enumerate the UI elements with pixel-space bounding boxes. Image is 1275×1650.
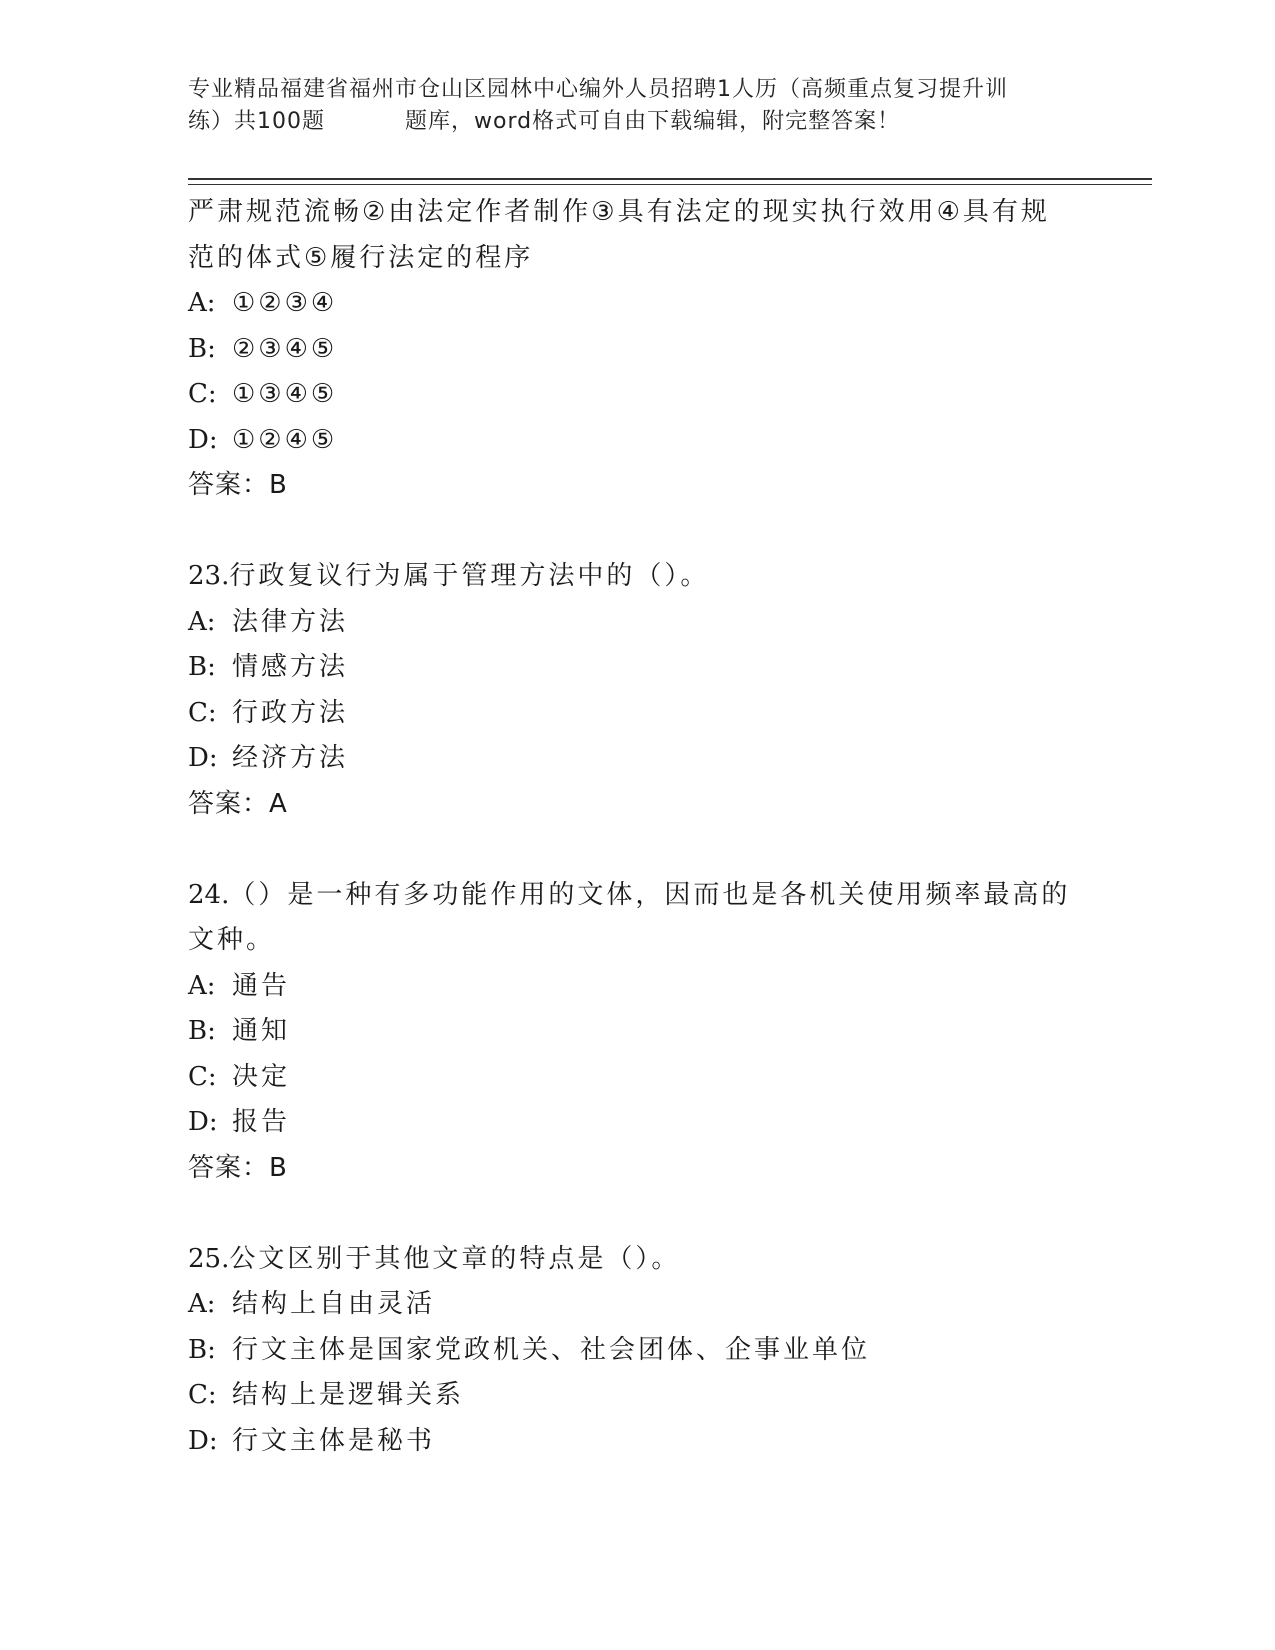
- answer-line: 答案：B: [188, 1152, 288, 1183]
- option-d: [188, 1100, 1108, 1146]
- option-text: 结构上自由灵活: [232, 1289, 436, 1319]
- option-key: D:: [188, 1425, 218, 1456]
- header-line-1: 专业精品福建省福州市仓山区园林中心编外人员招聘1人历（高频重点复习提升训: [188, 77, 1008, 102]
- question-stem-line: [188, 554, 1108, 600]
- question-number: 23.: [188, 561, 230, 591]
- option-key: C:: [188, 697, 217, 728]
- option-a: [188, 964, 1108, 1010]
- option-text: 通告: [232, 970, 291, 1001]
- option-key: C:: [188, 1380, 217, 1410]
- header-divider-thin: [188, 184, 1152, 185]
- option-text: ①②③④: [232, 288, 338, 318]
- option-text: ①③④⑤: [232, 379, 338, 409]
- question-number: 24.: [188, 879, 230, 910]
- option-text: 行文主体是秘书: [232, 1425, 436, 1456]
- option-a: [188, 1282, 1108, 1328]
- option-b: [188, 645, 1108, 691]
- option-key: A:: [188, 288, 216, 318]
- question-stem: （）是一种有多功能作用的文体，因而也是各机关使用频率最高的: [229, 879, 1071, 910]
- header-line-2b: 题库，word格式可自由下载编辑，附完整答案！: [405, 109, 901, 134]
- option-key: C:: [188, 379, 217, 409]
- answer-line: 答案：A: [188, 788, 288, 819]
- option-key: B:: [188, 1334, 216, 1365]
- question-number: 25.: [188, 1243, 230, 1274]
- option-text: 行文主体是国家党政机关、社会团体、企事业单位: [232, 1334, 871, 1365]
- question-stem-line: [188, 873, 1108, 919]
- option-text: 行政方法: [232, 697, 349, 728]
- option-d: [188, 736, 1108, 782]
- page-header: [188, 74, 1088, 138]
- document-body: [188, 190, 1108, 1464]
- option-d: [188, 1419, 1108, 1465]
- option-b: [188, 1009, 1108, 1055]
- header-line-2a: 练）共100题: [188, 109, 325, 134]
- header-divider: [188, 178, 1152, 180]
- question-stem-line: [188, 1237, 1108, 1283]
- option-text: 情感方法: [232, 652, 349, 682]
- question-stem-line: 严肃规范流畅②由法定作者制作③具有法定的现实执行效用④具有规: [188, 197, 1050, 227]
- option-c: [188, 372, 1108, 418]
- option-text: 法律方法: [232, 606, 349, 637]
- option-key: C:: [188, 1061, 217, 1092]
- option-a: [188, 281, 1108, 327]
- option-c: [188, 691, 1108, 737]
- option-text: 经济方法: [232, 743, 349, 773]
- option-key: D:: [188, 743, 218, 773]
- option-b: [188, 327, 1108, 373]
- question-stem: 行政复议行为属于管理方法中的（）。: [229, 561, 710, 591]
- option-c: [188, 1055, 1108, 1101]
- option-key: A:: [188, 970, 216, 1001]
- option-text: 报告: [232, 1107, 291, 1137]
- option-key: A:: [188, 1289, 216, 1319]
- question-stem-line: 范的体式⑤履行法定的程序: [188, 242, 534, 273]
- header-line-2: [188, 106, 1088, 138]
- question-stem-line: 文种。: [188, 925, 276, 955]
- option-d: [188, 418, 1108, 464]
- option-key: B:: [188, 652, 216, 682]
- option-a: [188, 600, 1108, 646]
- option-text: 通知: [232, 1016, 291, 1046]
- answer-line: 答案：B: [188, 470, 288, 500]
- option-text: 决定: [232, 1061, 291, 1092]
- question-block-25: [188, 1237, 1108, 1465]
- option-key: B:: [188, 1016, 216, 1046]
- option-key: A:: [188, 606, 216, 637]
- question-block-continued: [188, 190, 1108, 509]
- option-key: B:: [188, 333, 216, 364]
- option-key: D:: [188, 1107, 218, 1137]
- question-stem: 公文区别于其他文章的特点是（）。: [229, 1243, 681, 1274]
- option-text: ②③④⑤: [232, 333, 338, 364]
- question-block-23: [188, 554, 1108, 827]
- option-key: D:: [188, 424, 218, 455]
- question-block-24: [188, 873, 1108, 1192]
- option-text: 结构上是逻辑关系: [232, 1380, 465, 1410]
- option-text: ①②④⑤: [232, 424, 338, 455]
- option-c: [188, 1373, 1108, 1419]
- option-b: [188, 1328, 1108, 1374]
